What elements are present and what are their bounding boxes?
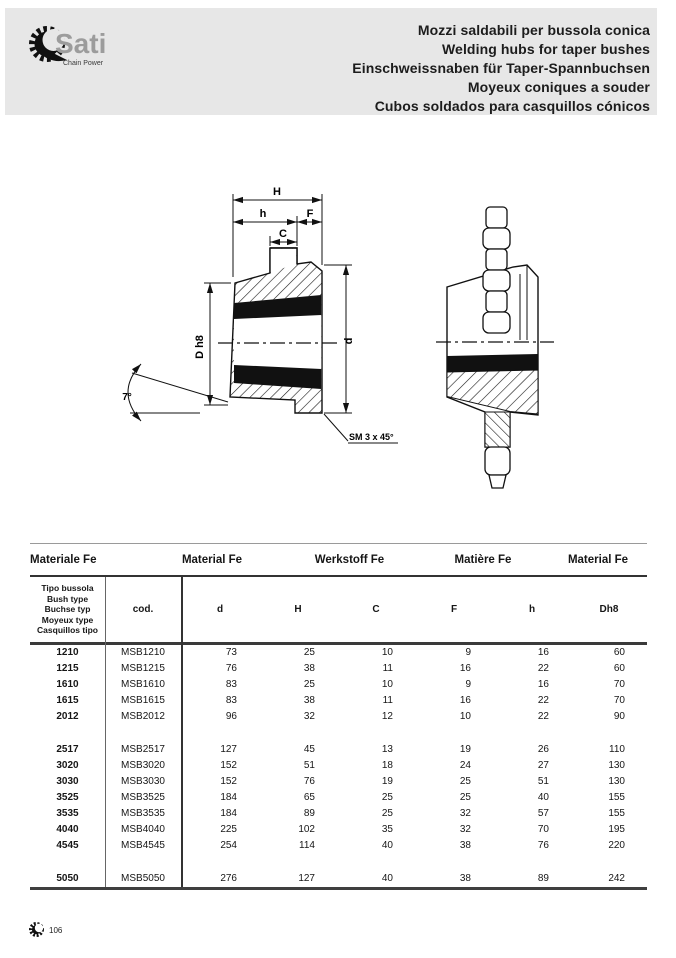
cell-dimension: 60	[613, 663, 625, 674]
table-row	[30, 645, 647, 661]
table-row	[30, 758, 647, 774]
cell-dimension: 38	[459, 873, 471, 884]
table-row	[30, 790, 647, 806]
cell-bush-type: 3525	[56, 792, 79, 803]
cell-dimension: 13	[381, 744, 393, 755]
cell-dimension: 130	[608, 776, 625, 787]
cell-dimension: 276	[220, 873, 237, 884]
bush-type-line-en: Bush type	[46, 593, 89, 604]
material-header-row	[30, 544, 647, 577]
cell-dimension: 10	[381, 647, 393, 658]
bush-type-line-es: Casquillos tipo	[37, 625, 98, 636]
table-row	[30, 677, 647, 693]
material-header-es: Material Fe	[567, 553, 629, 566]
cell-bush-type: 2012	[56, 711, 79, 722]
cell-dimension: 83	[225, 695, 237, 706]
cell-dimension: 16	[537, 679, 549, 690]
table-row	[30, 661, 647, 677]
cell-dimension: 25	[381, 808, 393, 819]
cell-dimension: 26	[537, 744, 549, 755]
sati-logo	[27, 18, 137, 72]
cell-dimension: 10	[381, 679, 393, 690]
table-row	[30, 709, 647, 725]
cell-dimension: 242	[608, 873, 625, 884]
title-english: Welding hubs for taper bushes	[442, 41, 650, 57]
cell-dimension: 76	[537, 840, 549, 851]
cell-dimension: 22	[537, 695, 549, 706]
col-header-Dh8: Dh8	[599, 604, 619, 615]
cell-dimension: 22	[537, 663, 549, 674]
cell-dimension: 45	[303, 744, 315, 755]
cell-dimension: 19	[381, 776, 393, 787]
cell-dimension: 152	[220, 760, 237, 771]
taper-band	[447, 354, 538, 372]
col-header-H: H	[294, 604, 302, 615]
cell-dimension: 16	[537, 647, 549, 658]
cell-code: MSB1210	[121, 647, 165, 658]
cell-dimension: 40	[381, 840, 393, 851]
cell-dimension: 110	[609, 744, 625, 755]
cell-code: MSB3535	[121, 808, 165, 819]
table-row	[30, 742, 647, 758]
cell-dimension: 38	[459, 840, 471, 851]
dim-Dh8	[204, 283, 231, 405]
cell-dimension: 32	[303, 711, 315, 722]
cell-dimension: 12	[381, 711, 393, 722]
cell-dimension: 25	[303, 679, 315, 690]
logo-tagline-text: Chain Power	[63, 60, 104, 67]
bush-type-line-it: Tipo bussola	[41, 583, 94, 594]
dim-label-F: F	[306, 208, 314, 220]
cell-dimension: 102	[298, 824, 315, 835]
cell-dimension: 155	[608, 808, 625, 819]
cell-bush-type: 1615	[56, 695, 79, 706]
cell-dimension: 11	[382, 695, 393, 706]
cell-dimension: 76	[303, 776, 315, 787]
footer-sprocket-icon	[28, 920, 47, 939]
cell-dimension: 195	[608, 824, 625, 835]
hub-tab-hatched	[485, 412, 510, 447]
sprocket-assembly-drawing	[430, 180, 560, 490]
cell-dimension: 32	[459, 808, 471, 819]
cell-bush-type: 1215	[56, 663, 79, 674]
table-row	[30, 822, 647, 838]
dimension-table	[30, 543, 647, 890]
cell-dimension: 10	[459, 711, 471, 722]
dim-label-Dh8: D h8	[194, 335, 206, 359]
cell-dimension: 9	[465, 647, 471, 658]
cell-code: MSB3525	[121, 792, 165, 803]
cell-dimension: 96	[225, 711, 237, 722]
page-title-block	[352, 21, 650, 116]
cell-dimension: 22	[537, 711, 549, 722]
cell-dimension: 9	[465, 679, 471, 690]
col-header-F: F	[450, 604, 458, 615]
cell-dimension: 25	[459, 792, 471, 803]
col-header-h: h	[528, 604, 536, 615]
cell-bush-type: 2517	[56, 744, 79, 755]
cell-dimension: 89	[303, 808, 315, 819]
chain-links	[483, 207, 510, 333]
table-row	[30, 871, 647, 887]
cell-code: MSB1215	[121, 663, 165, 674]
cell-dimension: 11	[382, 663, 393, 674]
cell-dimension: 70	[613, 679, 625, 690]
cell-bush-type: 4040	[56, 824, 79, 835]
cell-dimension: 127	[220, 744, 237, 755]
dim-label-d: d	[343, 337, 355, 345]
cell-dimension: 65	[303, 792, 315, 803]
cell-code: MSB1615	[121, 695, 165, 706]
bush-type-line-de: Buchse typ	[44, 604, 91, 615]
dim-label-H: H	[273, 186, 281, 198]
col-header-cod: cod.	[132, 604, 154, 615]
cell-dimension: 19	[459, 744, 471, 755]
cell-dimension: 127	[298, 873, 315, 884]
cell-dimension: 25	[303, 647, 315, 658]
dim-label-C: C	[279, 228, 287, 240]
cell-dimension: 18	[381, 760, 393, 771]
material-header-de: Werkstoff Fe	[314, 553, 385, 566]
cell-dimension: 89	[537, 873, 549, 884]
cell-dimension: 57	[537, 808, 549, 819]
title-french: Moyeux coniques a souder	[467, 79, 650, 95]
cell-dimension: 24	[459, 760, 471, 771]
cell-dimension: 155	[608, 792, 625, 803]
cell-dimension: 38	[303, 663, 315, 674]
cell-dimension: 51	[303, 760, 315, 771]
table-row	[30, 806, 647, 822]
cell-dimension: 90	[613, 711, 625, 722]
table-row	[30, 693, 647, 709]
cell-dimension: 51	[537, 776, 549, 787]
column-divider-thick	[181, 577, 183, 887]
cell-bush-type: 1610	[56, 679, 79, 690]
cell-bush-type: 3020	[56, 760, 79, 771]
cell-code: MSB4040	[121, 824, 165, 835]
cell-dimension: 220	[608, 840, 625, 851]
cell-dimension: 40	[537, 792, 549, 803]
cell-code: MSB2517	[121, 744, 165, 755]
cell-code: MSB4545	[121, 840, 165, 851]
cell-dimension: 130	[608, 760, 625, 771]
cell-dimension: 60	[613, 647, 625, 658]
title-spanish: Cubos soldados para casquillos cónicos	[374, 98, 650, 114]
cell-dimension: 225	[220, 824, 237, 835]
cell-code: MSB5050	[121, 873, 165, 884]
cell-dimension: 76	[225, 663, 237, 674]
cell-dimension: 38	[303, 695, 315, 706]
cell-dimension: 73	[225, 647, 237, 658]
material-header-en: Material Fe	[181, 553, 243, 566]
header-band	[5, 8, 657, 115]
bush-type-line-fr: Moyeux type	[41, 614, 94, 625]
table-row	[30, 774, 647, 790]
cell-bush-type: 4545	[56, 840, 79, 851]
cell-dimension: 254	[220, 840, 237, 851]
cell-dimension: 114	[299, 840, 315, 851]
chamfer-label: SM 3 x 45°	[349, 432, 394, 442]
cell-bush-type: 1210	[56, 647, 79, 658]
cell-code: MSB1610	[121, 679, 165, 690]
cell-dimension: 32	[459, 824, 471, 835]
page-footer	[28, 918, 62, 940]
cell-dimension: 152	[220, 776, 237, 787]
cell-dimension: 40	[381, 873, 393, 884]
title-german: Einschweissnaben für Taper-Spannbuchsen	[352, 60, 650, 76]
cell-dimension: 27	[537, 760, 549, 771]
cell-code: MSB3030	[121, 776, 165, 787]
column-header-row	[30, 577, 647, 645]
chain-link-bottom	[485, 447, 510, 488]
cell-bush-type: 3535	[56, 808, 79, 819]
title-italian: Mozzi saldabili per bussola conica	[417, 22, 650, 38]
cell-bush-type: 5050	[56, 873, 79, 884]
cell-dimension: 16	[459, 695, 471, 706]
cell-dimension: 83	[225, 679, 237, 690]
dim-h-F	[233, 216, 322, 245]
cell-code: MSB3020	[121, 760, 165, 771]
column-divider-thin	[105, 577, 106, 887]
cell-dimension: 184	[220, 792, 237, 803]
hub-hatched-region	[447, 370, 538, 414]
cell-dimension: 184	[220, 808, 237, 819]
hub-section-drawing	[100, 165, 400, 465]
cell-dimension: 35	[381, 824, 393, 835]
col-header-d: d	[216, 604, 224, 615]
table-rows	[30, 645, 647, 887]
group-gap	[30, 854, 647, 871]
col-header-C: C	[372, 604, 380, 615]
group-gap	[30, 725, 647, 742]
bush-type-header	[30, 583, 105, 636]
cell-code: MSB2012	[121, 711, 165, 722]
page-number: 106	[49, 925, 63, 935]
cell-dimension: 25	[459, 776, 471, 787]
material-header-it: Materiale Fe	[30, 553, 97, 566]
cell-dimension: 16	[459, 663, 471, 674]
dim-label-h: h	[259, 208, 267, 220]
cell-bush-type: 3030	[56, 776, 79, 787]
taper-angle-callout	[128, 364, 228, 421]
table-row	[30, 838, 647, 854]
logo-brand-text: Sati	[55, 28, 107, 59]
cell-dimension: 25	[381, 792, 393, 803]
taper-angle-label: 7°	[122, 392, 132, 403]
cell-dimension: 70	[537, 824, 549, 835]
material-header-fr: Matière Fe	[454, 553, 512, 566]
cell-dimension: 70	[613, 695, 625, 706]
